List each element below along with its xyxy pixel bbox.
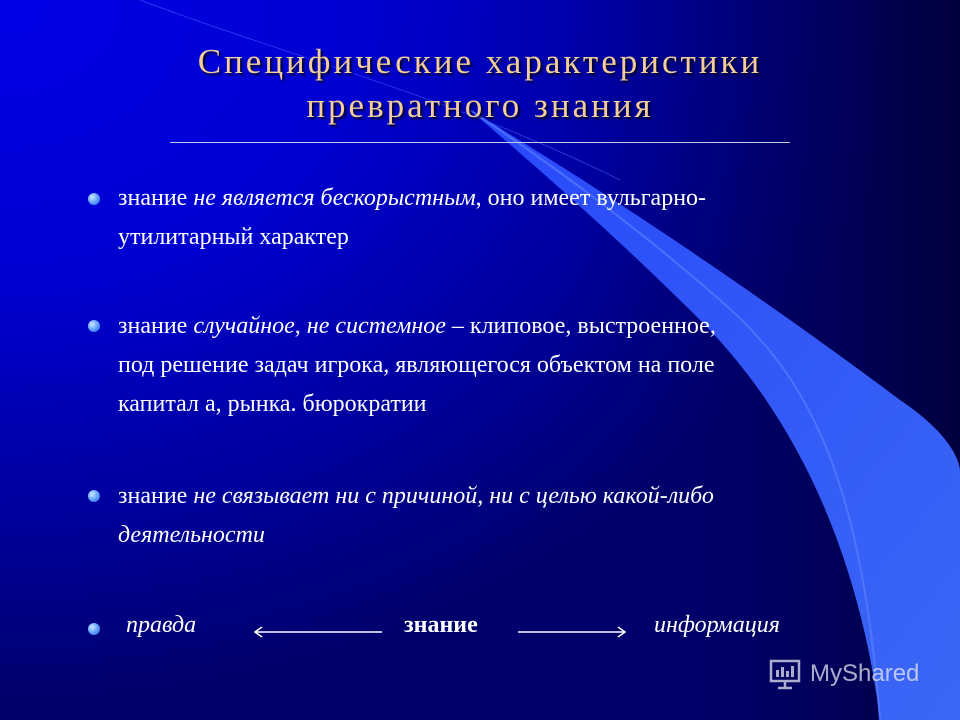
- bullet-2-text-italic: случайное, не системное –: [193, 313, 464, 339]
- title-underline: [170, 142, 790, 143]
- bullet-1-line-2: утилитарный характер: [118, 224, 349, 250]
- bullet-1-text-b: , оно имеет вульгарно-: [475, 185, 707, 211]
- bullet-1-line-1: [118, 179, 928, 218]
- bullet-item-3: [118, 477, 928, 555]
- bullet-3-text-a: знание: [118, 483, 194, 509]
- bullet-item-1: [118, 179, 928, 257]
- title-line-2: превратного знания: [306, 86, 654, 125]
- relation-row: [0, 608, 960, 648]
- relation-left: правда: [126, 612, 197, 638]
- bullet-2-line-1: [118, 307, 928, 346]
- bullet-1-text-a: знание: [118, 185, 194, 211]
- bullet-2-line-3: капитал а, рынка. бюрократии: [118, 391, 427, 417]
- bullet-2-line-2: под решение задач игрока, являющегося объектом на поле: [118, 352, 715, 378]
- bullet-2-text-a: знание: [118, 313, 194, 339]
- title-line-1: Специфические характеристики: [197, 42, 763, 81]
- bullet-2-text-b: клиповое, выстроенное,: [463, 313, 716, 339]
- watermark: [768, 656, 948, 696]
- bullet-1-text-italic: не является бескорыстным: [193, 185, 476, 211]
- bullet-dot-1: [88, 193, 100, 205]
- left-arrow-icon: [252, 626, 384, 638]
- relation-center: знание: [404, 612, 478, 638]
- slide-title: [60, 40, 900, 128]
- bullet-3-text-italic-2: деятельности: [118, 522, 265, 548]
- bullet-3-text-italic: не связывает ни с причиной, ни с целью какой-либо: [193, 483, 714, 509]
- bullet-3-line-2: [118, 516, 928, 555]
- relation-right: информация: [654, 612, 780, 638]
- bullet-item-2: [118, 307, 928, 424]
- bullet-dot-3: [88, 490, 100, 502]
- bullet-dot-2: [88, 320, 100, 332]
- right-arrow-icon: [518, 626, 628, 638]
- watermark-text: MyShared: [810, 660, 920, 687]
- presentation-icon: [768, 658, 802, 690]
- bullet-3-line-1: [118, 477, 928, 516]
